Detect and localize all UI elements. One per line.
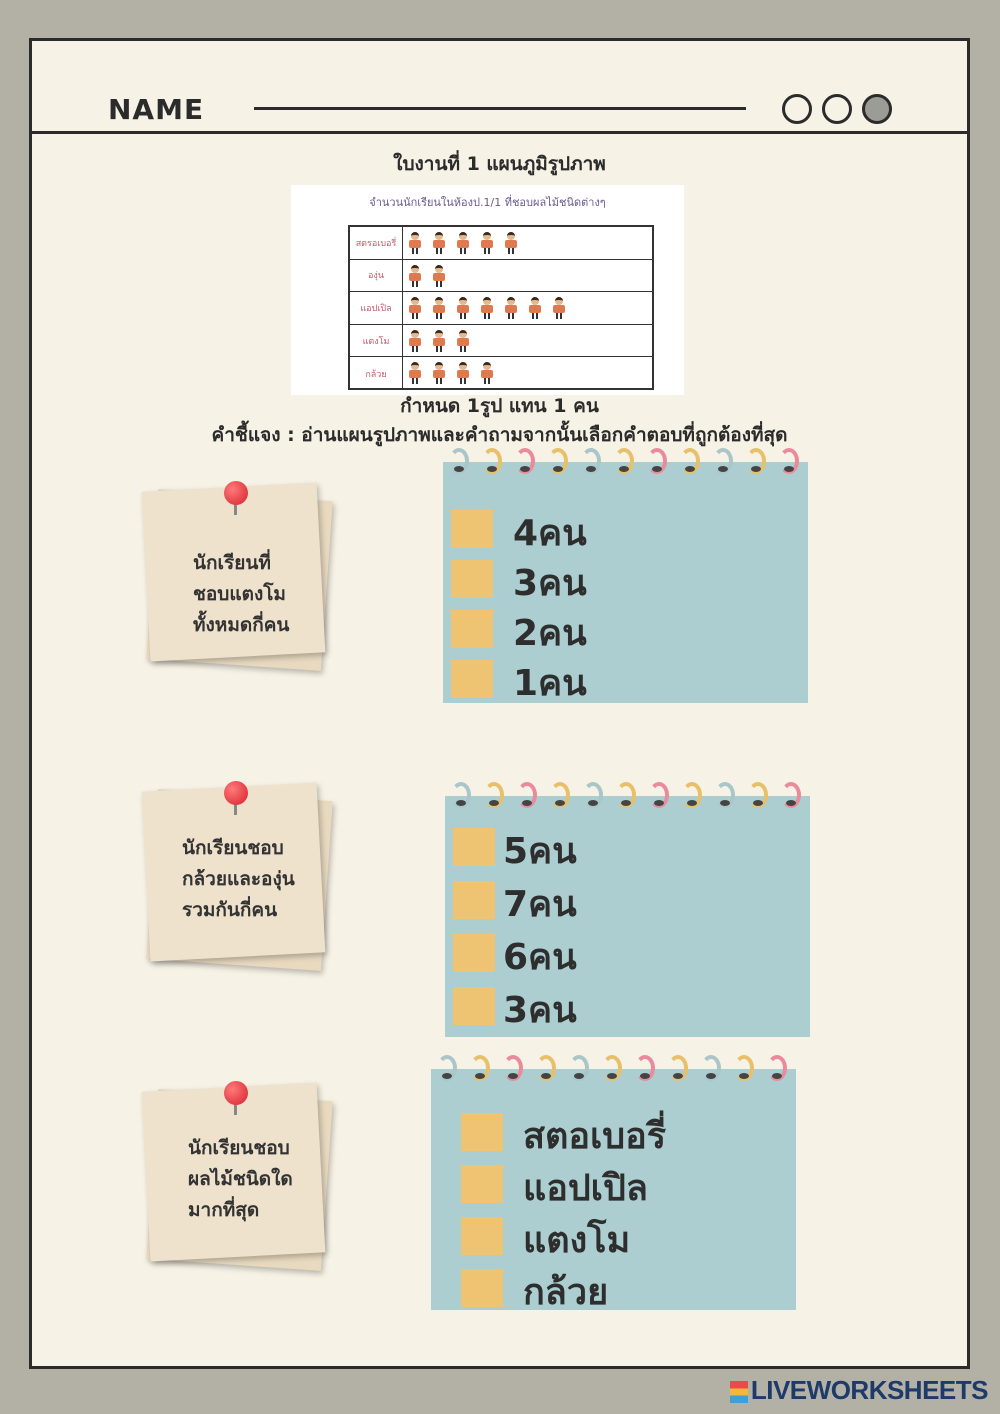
spiral-ring-icon [701, 1055, 721, 1081]
pictograph-row [350, 292, 652, 325]
question-line: ผลไม้ชนิดใด [188, 1168, 293, 1190]
logo-text: LIVEWORKSHEETS [750, 1375, 988, 1405]
pictograph-title: จำนวนนักเรียนในห้องป.1/1 ที่ชอบผลไม้ชนิดต่างๆ [369, 196, 606, 209]
spiral-ring-icon [482, 448, 502, 474]
student-icon [504, 232, 518, 254]
answer-pad-1 [443, 462, 808, 703]
pictograph-row [350, 260, 652, 293]
instruction-text: คำชี้แจง : อ่านแผนรูปภาพและคำถามจากนั้นเลือกคำตอบที่ถูกต้องที่สุด [211, 424, 788, 446]
spiral-ring-icon [715, 782, 735, 808]
spiral-ring-icon [536, 1055, 556, 1081]
answer-label: 6คน [503, 937, 577, 978]
spiral-ring-icon [713, 448, 733, 474]
pictograph-row-label: กล้วย [350, 357, 403, 390]
name-input-line[interactable] [254, 107, 746, 110]
question-note-3 [144, 1081, 334, 1261]
answer-label: 7คน [503, 884, 577, 925]
question-note-2 [144, 781, 334, 961]
pushpin-icon [224, 1081, 248, 1105]
answer-checkbox[interactable] [451, 660, 493, 698]
spiral-ring-icon [668, 1055, 688, 1081]
pictograph-row-label: สตรอเบอรี่ [350, 227, 403, 259]
spiral-ring-icon [449, 448, 469, 474]
answer-label: 1คน [513, 663, 587, 704]
student-icon [408, 265, 422, 287]
liveworksheets-logo-icon [730, 1381, 748, 1403]
liveworksheets-logo[interactable] [730, 1375, 988, 1406]
student-icon [528, 297, 542, 319]
spiral-ring-icon [548, 448, 568, 474]
question-line: ทั้งหมดกี่คน [193, 614, 290, 636]
worksheet-page [29, 38, 970, 1369]
student-icon [408, 330, 422, 352]
spiral-ring-icon [767, 1055, 787, 1081]
student-icon [432, 265, 446, 287]
spiral-ring-icon [682, 782, 702, 808]
student-icon [408, 232, 422, 254]
spiral-ring-icon [517, 782, 537, 808]
spiral-ring-icon [746, 448, 766, 474]
answer-checkbox[interactable] [453, 987, 495, 1025]
answer-label: 4คน [513, 513, 587, 554]
student-icon [408, 297, 422, 319]
pictograph-row [350, 325, 652, 358]
pictograph-image [291, 185, 684, 395]
name-label: NAME [108, 93, 205, 126]
pictograph-row-label: แอปเปิล [350, 292, 403, 324]
spiral-ring-icon [748, 782, 768, 808]
question-line: นักเรียนที่ [193, 552, 271, 574]
answer-label: กล้วย [523, 1272, 609, 1313]
answer-checkbox[interactable] [451, 560, 493, 598]
spiral-ring-icon [649, 782, 669, 808]
spiral-ring-icon [515, 448, 535, 474]
student-icon [432, 330, 446, 352]
spiral-ring-icon [470, 1055, 490, 1081]
pictograph-table [348, 225, 654, 390]
answer-pad-2 [445, 796, 810, 1037]
pictograph-key: กำหนด 1รูป แทน 1 คน [400, 395, 599, 417]
pictograph-row [350, 227, 652, 260]
student-icon [432, 232, 446, 254]
student-icon [552, 297, 566, 319]
student-icon [480, 297, 494, 319]
pictograph-row-label: องุ่น [350, 260, 403, 292]
student-icon [480, 362, 494, 384]
answer-checkbox[interactable] [451, 510, 493, 548]
question-note-1 [144, 481, 334, 661]
pushpin-icon [224, 781, 248, 805]
spiral-ring-icon [680, 448, 700, 474]
student-icon [456, 330, 470, 352]
answer-label: 5คน [503, 831, 577, 872]
answer-label: สตอเบอรี่ [523, 1116, 667, 1157]
spiral-ring-icon [583, 782, 603, 808]
question-line: รวมกันกี่คน [182, 899, 278, 921]
answer-checkbox[interactable] [461, 1165, 503, 1203]
spiral-ring-icon [616, 782, 636, 808]
student-icon [432, 297, 446, 319]
question-line: นักเรียนชอบ [182, 837, 284, 859]
pictograph-row [350, 357, 652, 390]
spiral-ring-icon [614, 448, 634, 474]
answer-checkbox[interactable] [453, 828, 495, 866]
spiral-ring-icon [569, 1055, 589, 1081]
spiral-ring-icon [781, 782, 801, 808]
answer-pad-3 [431, 1069, 796, 1313]
spiral-ring-icon [581, 448, 601, 474]
spiral-ring-icon [503, 1055, 523, 1081]
pushpin-icon [224, 481, 248, 505]
answer-label: แตงโม [523, 1220, 631, 1261]
worksheet-title: ใบงานที่ 1 แผนภูมิรูปภาพ [393, 153, 606, 175]
student-icon [456, 362, 470, 384]
answer-label: แอปเปิล [523, 1168, 648, 1209]
question-line: นักเรียนชอบ [188, 1137, 290, 1159]
student-icon [504, 297, 518, 319]
spiral-ring-icon [437, 1055, 457, 1081]
spiral-ring-icon [734, 1055, 754, 1081]
student-icon [456, 232, 470, 254]
header-divider [32, 131, 967, 134]
question-line: ชอบแตงโม [193, 583, 286, 605]
answer-label: 3คน [503, 990, 577, 1031]
spiral-ring-icon [550, 782, 570, 808]
answer-label: 2คน [513, 613, 587, 654]
question-line: มากที่สุด [188, 1199, 260, 1221]
student-icon [480, 232, 494, 254]
answer-checkbox[interactable] [453, 881, 495, 919]
window-dot-filled-icon [862, 94, 892, 124]
spiral-ring-icon [779, 448, 799, 474]
spiral-ring-icon [647, 448, 667, 474]
student-icon [408, 362, 422, 384]
spiral-ring-icon [602, 1055, 622, 1081]
question-line: กล้วยและองุ่น [182, 868, 295, 890]
student-icon [456, 297, 470, 319]
answer-checkbox[interactable] [461, 1217, 503, 1255]
spiral-ring-icon [635, 1055, 655, 1081]
window-dot-icon [822, 94, 852, 124]
answer-label: 3คน [513, 563, 587, 604]
window-dot-icon [782, 94, 812, 124]
answer-checkbox[interactable] [451, 610, 493, 648]
spiral-ring-icon [484, 782, 504, 808]
answer-checkbox[interactable] [461, 1113, 503, 1151]
student-icon [432, 362, 446, 384]
answer-checkbox[interactable] [453, 934, 495, 972]
spiral-ring-icon [451, 782, 471, 808]
answer-checkbox[interactable] [461, 1269, 503, 1307]
pictograph-row-label: แตงโม [350, 325, 403, 357]
